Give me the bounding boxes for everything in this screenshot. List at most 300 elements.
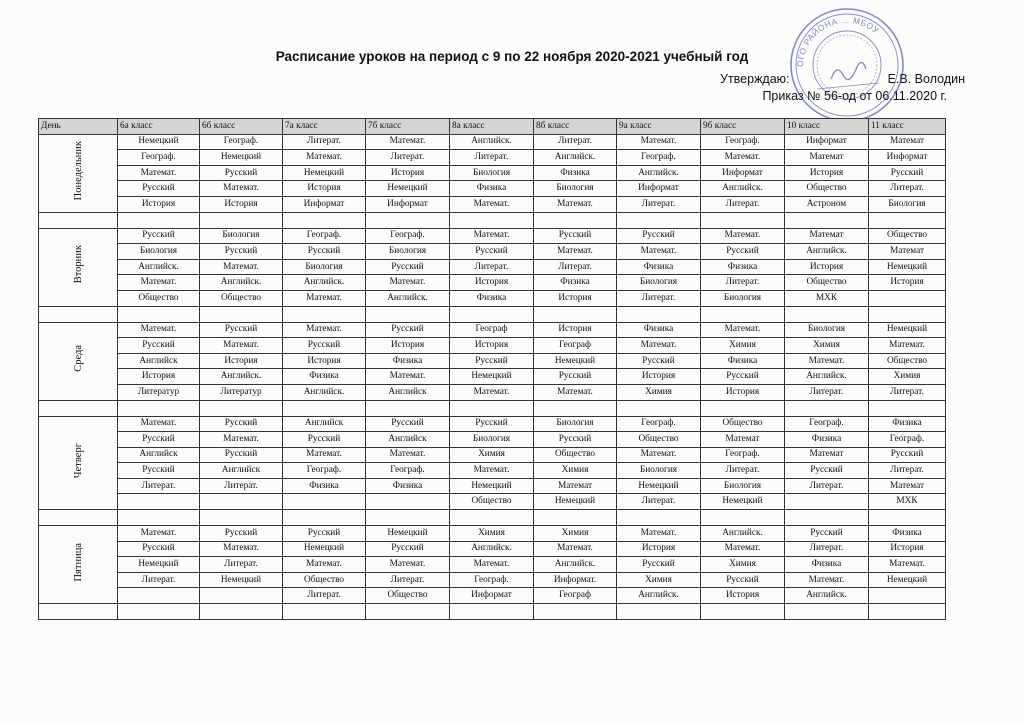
empty-cell bbox=[785, 212, 869, 228]
lesson-cell: Литерат. bbox=[366, 150, 450, 166]
header-row bbox=[39, 119, 946, 135]
lesson-cell: Русский bbox=[118, 338, 200, 354]
lesson-cell: Литерат. bbox=[617, 494, 701, 510]
lesson-cell: Русский bbox=[200, 322, 283, 338]
lesson-cell: Биология bbox=[785, 322, 869, 338]
empty-cell bbox=[617, 212, 701, 228]
lesson-cell: Математ. bbox=[200, 432, 283, 448]
lesson-cell: Русский bbox=[450, 416, 534, 432]
lesson-cell: Биология bbox=[534, 181, 617, 197]
lesson-cell: Русский bbox=[200, 165, 283, 181]
empty-cell bbox=[450, 400, 534, 416]
lesson-cell: Математ bbox=[785, 228, 869, 244]
lesson-cell: Английск. bbox=[617, 588, 701, 604]
lesson-cell: Английск. bbox=[701, 526, 785, 542]
day-label: Четверг bbox=[72, 442, 84, 478]
lesson-cell: Английск bbox=[366, 384, 450, 400]
empty-cell bbox=[701, 306, 785, 322]
lesson-cell: Немецкий bbox=[869, 259, 946, 275]
lesson-cell: Географ. bbox=[701, 134, 785, 150]
lesson-cell: Русский bbox=[200, 447, 283, 463]
lesson-row bbox=[39, 196, 946, 212]
lesson-cell: Биология bbox=[701, 290, 785, 306]
header-class: 9а класс bbox=[617, 119, 701, 135]
approval-line bbox=[720, 72, 965, 86]
lesson-cell: Русский bbox=[118, 228, 200, 244]
empty-cell bbox=[39, 604, 118, 620]
lesson-cell: Физика bbox=[869, 416, 946, 432]
lesson-cell: Математ. bbox=[366, 275, 450, 291]
empty-cell bbox=[785, 400, 869, 416]
day-separator-row bbox=[39, 306, 946, 322]
lesson-cell: Географ. bbox=[785, 416, 869, 432]
lesson-cell: Английск. bbox=[200, 369, 283, 385]
empty-cell bbox=[283, 212, 366, 228]
lesson-cell: Физика bbox=[283, 478, 366, 494]
lesson-row bbox=[39, 572, 946, 588]
lesson-cell: Биология bbox=[450, 165, 534, 181]
lesson-cell: Информат bbox=[785, 134, 869, 150]
lesson-cell: Географ. bbox=[366, 228, 450, 244]
empty-cell bbox=[39, 510, 118, 526]
empty-cell bbox=[118, 400, 200, 416]
lesson-cell: Математ. bbox=[118, 416, 200, 432]
lesson-cell: Литерат. bbox=[869, 463, 946, 479]
lesson-cell: Химия bbox=[701, 557, 785, 573]
lesson-cell: Немецкий bbox=[450, 369, 534, 385]
lesson-cell: Математ. bbox=[450, 557, 534, 573]
empty-cell bbox=[366, 212, 450, 228]
lesson-cell: Географ bbox=[534, 338, 617, 354]
empty-cell bbox=[534, 510, 617, 526]
lesson-cell: Информат. bbox=[534, 572, 617, 588]
lesson-cell: Математ. bbox=[450, 384, 534, 400]
lesson-cell: Немецкий bbox=[200, 150, 283, 166]
lesson-cell: Математ. bbox=[450, 196, 534, 212]
lesson-row bbox=[39, 353, 946, 369]
lesson-cell bbox=[118, 588, 200, 604]
lesson-cell: Физика bbox=[534, 275, 617, 291]
lesson-cell: Географ. bbox=[200, 134, 283, 150]
lesson-cell: Математ. bbox=[366, 134, 450, 150]
lesson-cell: Литерат. bbox=[450, 259, 534, 275]
lesson-cell: Информат bbox=[617, 181, 701, 197]
lesson-cell: Английск. bbox=[118, 259, 200, 275]
empty-cell bbox=[869, 306, 946, 322]
lesson-cell: Английск bbox=[366, 432, 450, 448]
lesson-cell: Литерат. bbox=[701, 275, 785, 291]
lesson-cell: Литератур bbox=[200, 384, 283, 400]
lesson-cell: История bbox=[869, 541, 946, 557]
lesson-cell: Русский bbox=[534, 228, 617, 244]
lesson-cell: Немецкий bbox=[450, 478, 534, 494]
lesson-cell: МХК bbox=[869, 494, 946, 510]
lesson-row bbox=[39, 259, 946, 275]
lesson-cell bbox=[283, 494, 366, 510]
lesson-cell: Математ. bbox=[701, 228, 785, 244]
empty-cell bbox=[200, 306, 283, 322]
lesson-row bbox=[39, 290, 946, 306]
day-cell bbox=[39, 416, 118, 510]
lesson-cell: История bbox=[200, 353, 283, 369]
lesson-cell: Русский bbox=[785, 526, 869, 542]
header-class: 11 класс bbox=[869, 119, 946, 135]
lesson-row bbox=[39, 526, 946, 542]
header-class: 6б класс bbox=[200, 119, 283, 135]
empty-cell bbox=[283, 510, 366, 526]
lesson-cell: Русский bbox=[617, 353, 701, 369]
lesson-cell: Физика bbox=[366, 478, 450, 494]
lesson-cell: Английск. bbox=[283, 275, 366, 291]
lesson-cell: Физика bbox=[450, 290, 534, 306]
empty-cell bbox=[118, 212, 200, 228]
lesson-cell: Математ. bbox=[283, 290, 366, 306]
empty-cell bbox=[785, 510, 869, 526]
lesson-cell: Информат bbox=[283, 196, 366, 212]
lesson-cell: Математ. bbox=[617, 338, 701, 354]
day-label: Понедельник bbox=[72, 140, 84, 201]
empty-cell bbox=[534, 400, 617, 416]
lesson-row bbox=[39, 588, 946, 604]
lesson-cell: Информат bbox=[869, 150, 946, 166]
lesson-cell: Математ. bbox=[283, 557, 366, 573]
lesson-cell: Литерат. bbox=[118, 572, 200, 588]
lesson-cell: Математ. bbox=[534, 384, 617, 400]
lesson-cell: Английск. bbox=[283, 384, 366, 400]
empty-cell bbox=[366, 306, 450, 322]
lesson-cell: Немецкий bbox=[118, 134, 200, 150]
lesson-cell: Русский bbox=[534, 432, 617, 448]
lesson-cell: История bbox=[118, 369, 200, 385]
empty-cell bbox=[200, 510, 283, 526]
day-separator-row bbox=[39, 212, 946, 228]
lesson-cell: Географ. bbox=[701, 447, 785, 463]
lesson-cell: Русский bbox=[366, 322, 450, 338]
lesson-cell: Математ. bbox=[534, 196, 617, 212]
lesson-cell: Английск. bbox=[450, 134, 534, 150]
lesson-cell: Математ. bbox=[617, 244, 701, 260]
empty-cell bbox=[366, 604, 450, 620]
lesson-cell: Русский bbox=[366, 259, 450, 275]
lesson-cell: Литерат. bbox=[283, 588, 366, 604]
day-cell bbox=[39, 134, 118, 212]
empty-cell bbox=[701, 604, 785, 620]
lesson-row bbox=[39, 416, 946, 432]
lesson-cell: История bbox=[534, 322, 617, 338]
lesson-cell: Математ bbox=[701, 432, 785, 448]
lesson-cell: Биология bbox=[869, 196, 946, 212]
lesson-cell: Физика bbox=[534, 165, 617, 181]
lesson-cell: Математ. bbox=[118, 322, 200, 338]
lesson-cell: Математ bbox=[869, 134, 946, 150]
empty-cell bbox=[450, 604, 534, 620]
day-separator-row bbox=[39, 604, 946, 620]
lesson-cell: Математ. bbox=[366, 369, 450, 385]
lesson-cell: Русский bbox=[534, 369, 617, 385]
lesson-cell: Физика bbox=[617, 322, 701, 338]
lesson-row bbox=[39, 134, 946, 150]
lesson-cell: Немецкий bbox=[283, 541, 366, 557]
lesson-cell: История bbox=[617, 541, 701, 557]
lesson-cell: Географ. bbox=[617, 150, 701, 166]
lesson-cell: Литерат. bbox=[869, 384, 946, 400]
lesson-row bbox=[39, 541, 946, 557]
lesson-cell: История bbox=[283, 181, 366, 197]
lesson-cell: Химия bbox=[701, 338, 785, 354]
lesson-cell: Математ. bbox=[366, 557, 450, 573]
lesson-cell: Информат bbox=[366, 196, 450, 212]
lesson-cell: Математ bbox=[534, 478, 617, 494]
lesson-row bbox=[39, 384, 946, 400]
lesson-cell: Биология bbox=[366, 244, 450, 260]
empty-cell bbox=[118, 306, 200, 322]
empty-cell bbox=[617, 604, 701, 620]
lesson-cell: Общество bbox=[701, 416, 785, 432]
lesson-cell: Общество bbox=[283, 572, 366, 588]
empty-cell bbox=[200, 400, 283, 416]
day-label: Пятница bbox=[72, 542, 84, 582]
lesson-cell: Литерат. bbox=[200, 478, 283, 494]
lesson-cell: Русский bbox=[366, 416, 450, 432]
lesson-row bbox=[39, 494, 946, 510]
lesson-cell: История bbox=[701, 384, 785, 400]
lesson-cell: Русский bbox=[701, 369, 785, 385]
lesson-cell: Немецкий bbox=[283, 165, 366, 181]
lesson-cell: Английск bbox=[283, 416, 366, 432]
empty-cell bbox=[366, 510, 450, 526]
lesson-cell: Русский bbox=[118, 432, 200, 448]
lesson-cell: Географ. bbox=[450, 572, 534, 588]
lesson-cell: Математ. bbox=[200, 541, 283, 557]
lesson-row bbox=[39, 244, 946, 260]
lesson-cell bbox=[785, 494, 869, 510]
day-label: Вторник bbox=[72, 245, 84, 284]
lesson-cell: Общество bbox=[869, 353, 946, 369]
lesson-cell: Математ bbox=[785, 150, 869, 166]
lesson-cell: Математ. bbox=[283, 150, 366, 166]
empty-cell bbox=[869, 212, 946, 228]
lesson-cell: Немецкий bbox=[534, 494, 617, 510]
lesson-row bbox=[39, 228, 946, 244]
lesson-cell: Русский bbox=[701, 572, 785, 588]
lesson-cell: Немецкий bbox=[534, 353, 617, 369]
empty-cell bbox=[366, 400, 450, 416]
lesson-cell: Биология bbox=[617, 463, 701, 479]
lesson-cell: История bbox=[534, 290, 617, 306]
lesson-cell: Литерат. bbox=[118, 478, 200, 494]
lesson-cell: Биология bbox=[701, 478, 785, 494]
lesson-row bbox=[39, 165, 946, 181]
lesson-cell: Литерат. bbox=[450, 150, 534, 166]
lesson-cell: Английск. bbox=[534, 557, 617, 573]
lesson-cell: Физика bbox=[366, 353, 450, 369]
lesson-cell: Физика bbox=[283, 369, 366, 385]
day-label: Среда bbox=[72, 345, 84, 372]
approved-label: Утверждаю: bbox=[720, 72, 790, 86]
lesson-cell: Литерат. bbox=[200, 557, 283, 573]
lesson-cell: История bbox=[701, 588, 785, 604]
lesson-cell bbox=[118, 494, 200, 510]
lesson-cell: Математ. bbox=[701, 150, 785, 166]
lesson-cell: История bbox=[118, 196, 200, 212]
empty-cell bbox=[701, 212, 785, 228]
lesson-cell: Русский bbox=[118, 463, 200, 479]
lesson-cell: Физика bbox=[785, 557, 869, 573]
empty-cell bbox=[283, 306, 366, 322]
lesson-cell: Математ. bbox=[450, 463, 534, 479]
lesson-cell: Немецкий bbox=[200, 572, 283, 588]
lesson-cell: Математ. bbox=[785, 353, 869, 369]
day-cell bbox=[39, 526, 118, 604]
empty-cell bbox=[200, 604, 283, 620]
lesson-cell: Литерат. bbox=[869, 181, 946, 197]
order-reference: Приказ № 56-од от 06.11.2020 г. bbox=[762, 89, 947, 103]
lesson-cell: Английск. bbox=[200, 275, 283, 291]
lesson-cell: Русский bbox=[118, 541, 200, 557]
lesson-cell: Математ. bbox=[283, 447, 366, 463]
lesson-cell: Английск. bbox=[785, 369, 869, 385]
lesson-row bbox=[39, 322, 946, 338]
empty-cell bbox=[617, 306, 701, 322]
lesson-cell: Литерат. bbox=[366, 572, 450, 588]
approved-name: Е.В. Володин bbox=[887, 72, 965, 86]
lesson-cell: Русский bbox=[617, 228, 701, 244]
lesson-cell: Русский bbox=[869, 447, 946, 463]
lesson-cell: Общество bbox=[200, 290, 283, 306]
lesson-cell: Физика bbox=[869, 526, 946, 542]
lesson-cell: Общество bbox=[534, 447, 617, 463]
header-class: 8а класс bbox=[450, 119, 534, 135]
lesson-cell: Математ. bbox=[118, 165, 200, 181]
lesson-cell: История bbox=[283, 353, 366, 369]
lesson-row bbox=[39, 478, 946, 494]
lesson-cell: Литерат. bbox=[785, 541, 869, 557]
empty-cell bbox=[869, 604, 946, 620]
lesson-cell: Химия bbox=[617, 572, 701, 588]
lesson-cell: Литератур bbox=[118, 384, 200, 400]
lesson-cell: Математ. bbox=[617, 447, 701, 463]
lesson-cell: Литерат. bbox=[701, 463, 785, 479]
lesson-row bbox=[39, 557, 946, 573]
lesson-cell: Английск. bbox=[701, 181, 785, 197]
empty-cell bbox=[450, 212, 534, 228]
lesson-cell: Географ. bbox=[366, 463, 450, 479]
lesson-cell: Немецкий bbox=[869, 572, 946, 588]
lesson-cell: Математ. bbox=[118, 275, 200, 291]
lesson-cell: Литерат. bbox=[785, 384, 869, 400]
lesson-cell: Литерат. bbox=[534, 259, 617, 275]
lesson-cell: Русский bbox=[283, 244, 366, 260]
lesson-row bbox=[39, 150, 946, 166]
lesson-cell: Математ bbox=[785, 447, 869, 463]
lesson-cell: Русский bbox=[617, 557, 701, 573]
day-cell bbox=[39, 322, 118, 400]
header-class: 7б класс bbox=[366, 119, 450, 135]
lesson-cell: Немецкий bbox=[118, 557, 200, 573]
lesson-cell: МХК bbox=[785, 290, 869, 306]
day-cell bbox=[39, 228, 118, 306]
lesson-cell: Химия bbox=[785, 338, 869, 354]
lesson-cell: Литерат. bbox=[534, 134, 617, 150]
lesson-cell: Общество bbox=[785, 181, 869, 197]
lesson-cell: Математ. bbox=[200, 259, 283, 275]
empty-cell bbox=[617, 400, 701, 416]
empty-cell bbox=[450, 510, 534, 526]
empty-cell bbox=[869, 510, 946, 526]
lesson-cell: Математ. bbox=[869, 338, 946, 354]
lesson-cell: Английск bbox=[118, 447, 200, 463]
lesson-cell: Математ. bbox=[785, 572, 869, 588]
lesson-cell: Общество bbox=[869, 228, 946, 244]
empty-cell bbox=[283, 604, 366, 620]
schedule-table bbox=[38, 118, 946, 620]
empty-cell bbox=[617, 510, 701, 526]
lesson-row bbox=[39, 447, 946, 463]
lesson-cell: Биология bbox=[617, 275, 701, 291]
lesson-cell: Русский bbox=[118, 181, 200, 197]
lesson-cell: История bbox=[617, 369, 701, 385]
empty-cell bbox=[283, 400, 366, 416]
lesson-cell: Русский bbox=[869, 165, 946, 181]
lesson-cell: Математ. bbox=[617, 134, 701, 150]
lesson-cell: Биология bbox=[283, 259, 366, 275]
empty-cell bbox=[701, 510, 785, 526]
lesson-cell: Русский bbox=[450, 244, 534, 260]
lesson-cell bbox=[200, 588, 283, 604]
lesson-cell: Общество bbox=[785, 275, 869, 291]
lesson-cell: Математ. bbox=[534, 541, 617, 557]
lesson-cell: Математ. bbox=[450, 228, 534, 244]
lesson-cell: Астроном bbox=[785, 196, 869, 212]
empty-cell bbox=[450, 306, 534, 322]
lesson-cell: Математ. bbox=[701, 322, 785, 338]
lesson-cell: История bbox=[450, 275, 534, 291]
empty-cell bbox=[869, 400, 946, 416]
lesson-cell bbox=[366, 494, 450, 510]
lesson-cell: Литерат. bbox=[283, 134, 366, 150]
lesson-cell: Русский bbox=[366, 541, 450, 557]
day-separator-row bbox=[39, 400, 946, 416]
lesson-cell: Русский bbox=[283, 338, 366, 354]
lesson-row bbox=[39, 432, 946, 448]
header-class: 6а класс bbox=[118, 119, 200, 135]
lesson-cell: Английск. bbox=[534, 150, 617, 166]
lesson-cell: Географ. bbox=[869, 432, 946, 448]
lesson-cell: Физика bbox=[785, 432, 869, 448]
lesson-cell: Литерат. bbox=[701, 196, 785, 212]
lesson-cell: Математ. bbox=[200, 338, 283, 354]
lesson-cell: Математ. bbox=[200, 181, 283, 197]
empty-cell bbox=[39, 306, 118, 322]
lesson-cell: Немецкий bbox=[366, 526, 450, 542]
lesson-cell: Английск bbox=[200, 463, 283, 479]
lesson-cell: Химия bbox=[869, 369, 946, 385]
lesson-cell: Географ. bbox=[617, 416, 701, 432]
lesson-cell: История bbox=[366, 165, 450, 181]
lesson-cell: Русский bbox=[283, 432, 366, 448]
lesson-cell: Русский bbox=[200, 526, 283, 542]
lesson-cell bbox=[200, 494, 283, 510]
lesson-cell: Географ. bbox=[118, 150, 200, 166]
lesson-cell: Биология bbox=[118, 244, 200, 260]
header-class: 8б класс bbox=[534, 119, 617, 135]
empty-cell bbox=[118, 604, 200, 620]
empty-cell bbox=[39, 400, 118, 416]
lesson-cell: Химия bbox=[617, 384, 701, 400]
lesson-row bbox=[39, 181, 946, 197]
lesson-cell: Английск. bbox=[450, 541, 534, 557]
lesson-cell: История bbox=[450, 338, 534, 354]
